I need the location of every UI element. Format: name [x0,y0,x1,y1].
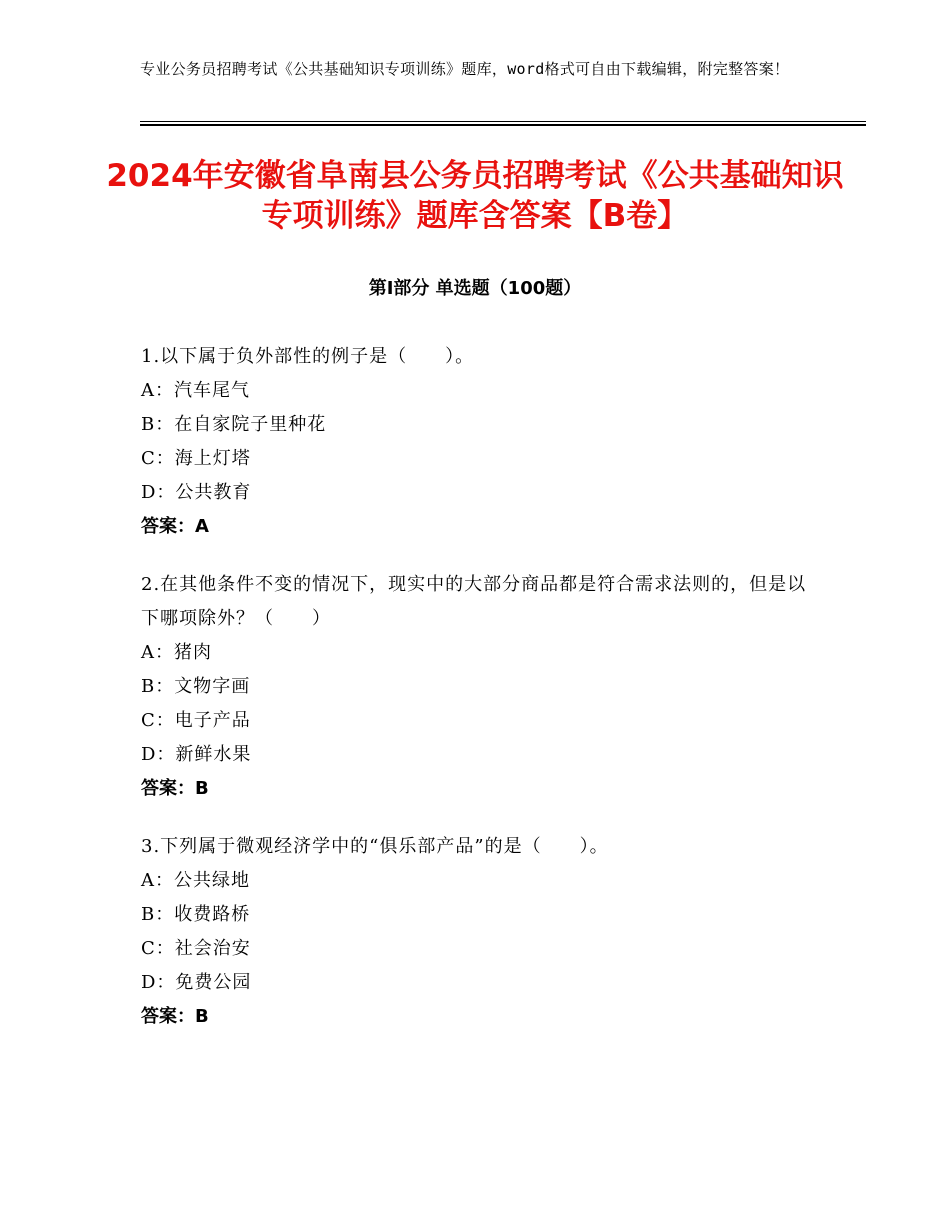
option-b: B：文物字画 [141,676,251,697]
option-d: D：公共教育 [141,482,252,503]
section-heading: 第Ⅰ部分 单选题（100题） [368,278,582,299]
document-title: 2024年安徽省阜南县公务员招聘考试《公共基础知识专项训练》题库含答案【B卷】 [106,158,844,234]
answer: 答案：B [141,778,209,799]
question-1 [141,340,821,544]
question-stem: 1.以下属于负外部性的例子是（ ）。 [141,346,475,367]
question-2 [141,568,821,806]
option-a: A：猪肉 [141,642,212,663]
question-3 [141,830,821,1034]
question-stem: 3.下列属于微观经济学中的“俱乐部产品”的是（ ）。 [141,836,609,857]
answer: 答案：B [141,1006,209,1027]
option-b: B：在自家院子里种花 [141,414,327,435]
header-divider [140,121,866,127]
option-b: B：收费路桥 [141,904,251,925]
option-c: C：海上灯塔 [141,448,251,469]
option-c: C：社会治安 [141,938,251,959]
option-c: C：电子产品 [141,710,251,731]
option-d: D：新鲜水果 [141,744,252,765]
option-a: A：汽车尾气 [141,380,250,401]
option-d: D：免费公园 [141,972,252,993]
header-divider-thin [140,121,866,122]
question-stem: 2.在其他条件不变的情况下，现实中的大部分商品都是符合需求法则的，但是以下哪项除外？（ ） [141,574,807,629]
option-a: A：公共绿地 [141,870,250,891]
answer: 答案：A [141,516,209,537]
header-note: 专业公务员招聘考试《公共基础知识专项训练》题库，word格式可自由下载编辑，附完整答案！ [140,60,790,78]
question-list [141,340,821,1058]
header-divider-thick [140,124,866,126]
